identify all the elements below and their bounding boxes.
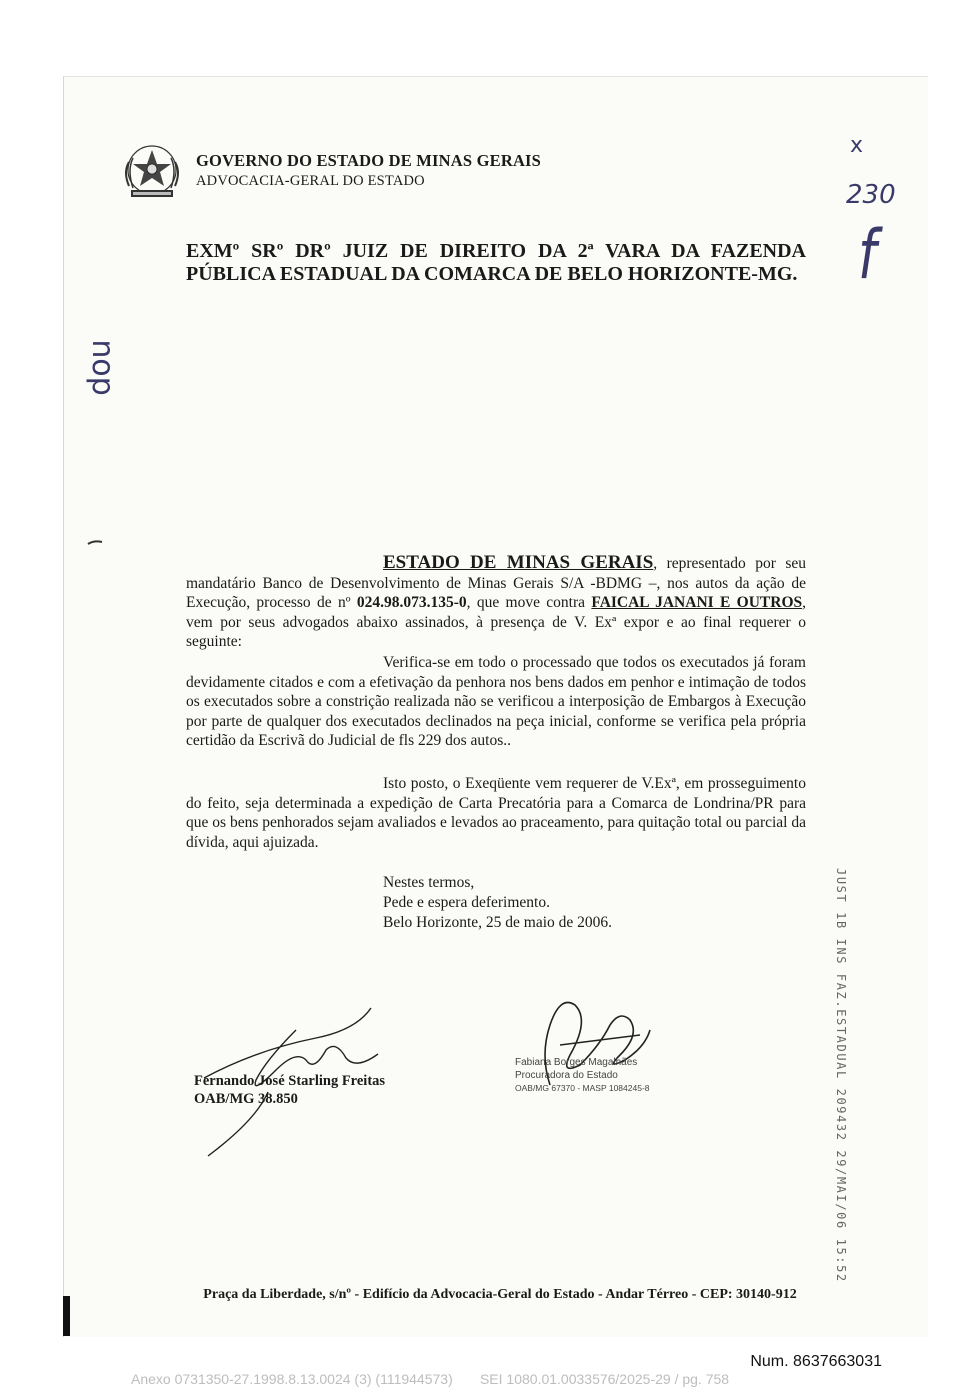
- handwritten-margin-note: dou: [82, 339, 118, 396]
- handwritten-tick-mark: [86, 538, 106, 548]
- closing-date: Belo Horizonte, 25 de maio de 2006.: [383, 914, 613, 931]
- process-number: 024.98.073.135-0: [356, 594, 467, 612]
- letterhead: [196, 150, 541, 192]
- paragraph-2: Verifica-se em todo o processado que todos os executados já foram devidamente citados e com a efetivação da penhora nos bens dados em penhor e intimação de todos os executados sobre a constrição realizada não se verificou a interposição de Embargos à Execução por parte de qualquer dos executados declinados na peça inicial, conforme se verifica pela própria certidão da Escrivã do Judicial de fls 229 dos autos..: [186, 654, 806, 750]
- addressee: EXMº SRº DRº JUIZ DE DIREITO DA 2ª VARA DA FAZENDA PÚBLICA ESTADUAL DA COMARCA DE BELO HORIZONTE-MG.: [186, 240, 806, 285]
- paragraph-3: Isto posto, o Exeqüente vem requerer de V.Exª, em prosseguimento do feito, seja determinada a expedição de Carta Precatória para a Comarca de Londrina/PR para que os bens penhorados sejam avaliados e levados ao praceamento, para quitação total ou parcial da dívida, aqui ajuizada.: [186, 775, 806, 851]
- defendants-name: FAICAL JANANI E OUTROS: [591, 594, 803, 612]
- signatory-1: [194, 1072, 385, 1108]
- signatory-2-title: Procuradora do Estado: [515, 1070, 618, 1081]
- annex-reference: Anexo 0731350-27.1998.8.13.0024 (3) (111944573) SEI 1080.01.0033576/2025-29 / pg. 758: [131, 1371, 730, 1387]
- minas-gerais-coat-of-arms-icon: [119, 140, 185, 204]
- closing-block: [383, 873, 612, 933]
- handwritten-folio-number: 230: [846, 180, 896, 210]
- signatory-1-name: Fernando José Starling Freitas: [194, 1073, 386, 1089]
- signatory-1-registration: OAB/MG 38.850: [194, 1091, 298, 1107]
- paragraph-1: ESTADO DE MINAS GERAIS, representado por seu mandatário Banco de Desenvolvimento de Minas Gerais S/A -BDMG –, nos autos da ação de Execução, processo de nº 024.98.073.135-0, que move contra FAICAL JANANI E OUTROS, vem por seus advogados abaixo assinados, à presença de V. Exª expor e ao final requerer o seguinte:: [186, 552, 806, 651]
- government-name: GOVERNO DO ESTADO DE MINAS GERAIS: [196, 151, 542, 170]
- party-name: ESTADO DE MINAS GERAIS: [383, 552, 654, 573]
- protocol-stamp: JUST 1B INS FAZ.ESTADUAL 209432 29/MAI/06 15:52: [834, 868, 848, 1283]
- footer-address: Praça da Liberdade, s/nº - Edifício da Advocacia-Geral do Estado - Andar Térreo - CEP: 30140-912: [203, 1287, 797, 1302]
- closing-line-2: Pede e espera deferimento.: [383, 894, 550, 911]
- handwritten-initial: f: [858, 217, 877, 295]
- signatory-2-registration: OAB/MG 67370 - MASP 1084245-8: [515, 1083, 650, 1093]
- document-number: Num. 8637663031: [750, 1353, 882, 1370]
- signatory-2: [515, 1056, 650, 1095]
- handwritten-folio-mark: x: [850, 133, 864, 158]
- signatory-2-name: Fabiana Borges Magalhães: [515, 1057, 638, 1068]
- agency-name: ADVOCACIA-GERAL DO ESTADO: [196, 173, 425, 189]
- closing-line-1: Nestes termos,: [383, 874, 475, 891]
